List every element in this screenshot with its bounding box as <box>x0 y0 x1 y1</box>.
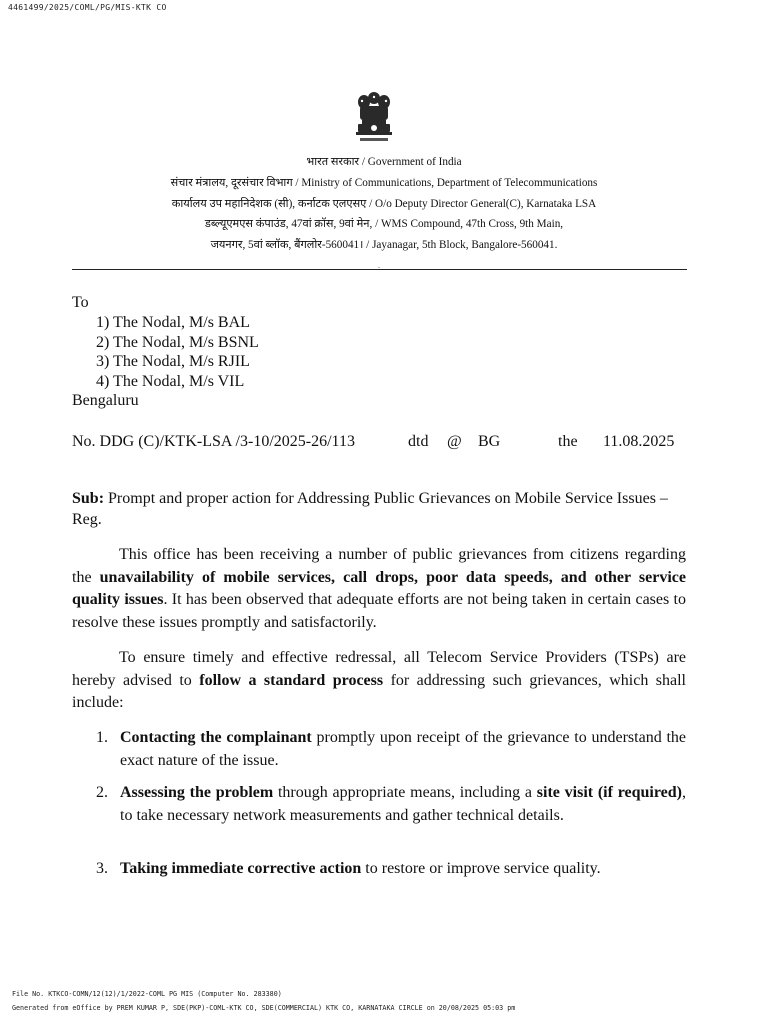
header-line-government: भारत सरकार / Government of India <box>306 156 462 168</box>
header-line-ministry: संचार मंत्रालय, दूरसंचार विभाग / Ministry of Communications, Department of Telecommunications <box>170 177 598 189</box>
paragraph-2-text: To ensure timely and effective redressal, all Telecom Service Providers (TSPs) are hereby advised to <box>72 649 686 689</box>
step-text <box>120 858 686 881</box>
step-description: to restore or improve service quality. <box>361 860 601 877</box>
step-description: through appropriate means, including a <box>273 784 537 801</box>
paragraph-1-bold: unavailability of mobile services, call drops, poor data speeds, and other service quality issues <box>72 568 686 608</box>
reference-dtd: dtd <box>408 433 429 450</box>
step-text <box>120 782 686 827</box>
subject-line <box>72 488 686 530</box>
process-step-2 <box>96 782 686 827</box>
step-description: promptly upon receipt of the grievance to understand the exact nature of the issue. <box>120 729 687 769</box>
addressee-city: Bengaluru <box>72 392 139 409</box>
header-line-office: कार्यालय उप महानिदेशक (सी), कर्नाटक एलएसए / O/o Deputy Director General(C), Karnataka LSA <box>171 198 597 210</box>
reference-date: 11.08.2025 <box>603 433 675 450</box>
reference-the: the <box>558 433 578 450</box>
addressee-item: 1) The Nodal, M/s BAL <box>96 314 250 331</box>
header-line-address-1: डब्ल्यूएमएस कंपाउंड, 47वां क्रॉस, 9वां मेन, / WMS Compound, 47th Cross, 9th Main, <box>204 218 564 230</box>
reference-at: @ <box>447 433 462 450</box>
step-emphasis: site visit (if required) <box>536 784 683 801</box>
step-title: Taking immediate corrective action <box>120 860 362 877</box>
rule-mark: . <box>378 261 380 270</box>
step-title: Contacting the complainant <box>120 729 312 746</box>
subject-label: Sub: <box>72 490 105 507</box>
step-title: Assessing the problem <box>120 784 274 801</box>
addressee-item: 4) The Nodal, M/s VIL <box>96 372 245 390</box>
paragraph-2-bold: follow a standard process <box>199 671 384 689</box>
process-step-3 <box>96 858 686 881</box>
addressee-item: 2) The Nodal, M/s BSNL <box>96 333 259 351</box>
to-label: To <box>72 294 89 311</box>
paragraph-1 <box>72 544 686 634</box>
paragraph-1-text: This office has been receiving a number of public grievances from citizens regarding the <box>72 546 686 586</box>
step-text <box>120 727 686 772</box>
file-reference-header: 4461499/2025/COML/PG/MIS-KTK CO <box>8 3 167 12</box>
paragraph-2-text-end: for addressing such grievances, which shall include: <box>72 671 687 711</box>
step-number: 1. <box>96 729 108 746</box>
subject-text: Prompt and proper action for Addressing Public Grievances on Mobile Service Issues – Reg. <box>72 490 668 528</box>
process-step-1 <box>96 727 686 772</box>
reference-number: No. DDG (C)/KTK-LSA /3-10/2025-26/113 <box>72 433 355 450</box>
header-line-address-2: जयनगर, 5वां ब्लॉक, बैंगलोर-560041। / Jayanagar, 5th Block, Bangalore-560041. <box>210 239 558 251</box>
addressee-list <box>96 313 259 391</box>
header-divider <box>72 269 687 270</box>
step-description-end: , to take necessary network measurements and gather technical details. <box>120 784 687 824</box>
step-number: 3. <box>96 860 108 877</box>
addressee-item: 3) The Nodal, M/s RJIL <box>96 353 250 370</box>
step-number: 2. <box>96 784 108 801</box>
paragraph-2 <box>72 647 686 715</box>
reference-place: BG <box>478 433 501 450</box>
national-emblem-icon <box>350 88 398 148</box>
paragraph-1-text-end: . It has been observed that adequate efforts are not being taken in certain cases to resolve these issues promptly and satisfactorily. <box>72 591 687 631</box>
footer-file-number: File No. KTKCO-COMN/12(12)/1/2022-COML PG MIS (Computer No. 283380) <box>12 990 282 998</box>
footer-generated-info: Generated from eOffice by PREM KUMAR P, SDE(PKP)-COML-KTK CO, SDE(COMMERCIAL) KTK CO, KARNATAKA CIRCLE on 20/08/2025 05:03 pm <box>12 1004 516 1012</box>
